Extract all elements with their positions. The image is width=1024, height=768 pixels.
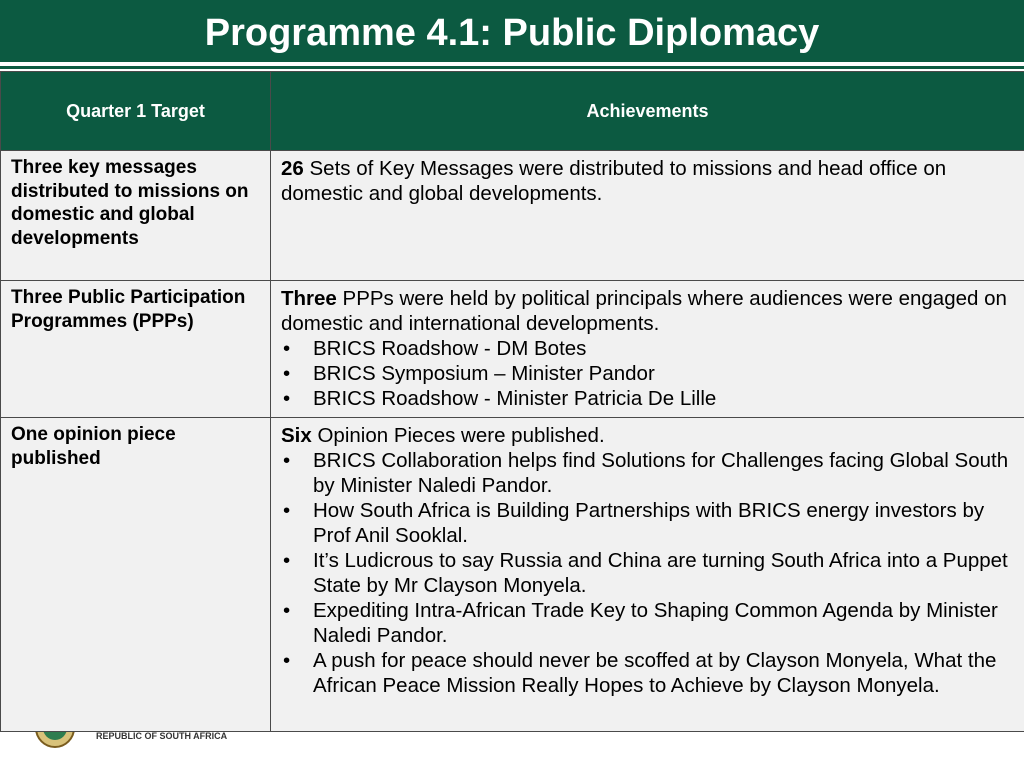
achievement-cell bbox=[271, 281, 1024, 418]
achievement-text: PPPs were held by political principals where audiences were engaged on domestic and international developments. bbox=[281, 287, 1007, 335]
footer-country-text: REPUBLIC OF SOUTH AFRICA bbox=[96, 731, 228, 741]
title-bar bbox=[0, 0, 1024, 62]
achievement-cell bbox=[271, 418, 1024, 732]
achievement-count: Six bbox=[281, 424, 312, 447]
target-cell: Three key messages distributed to missions on domestic and global developments bbox=[1, 151, 271, 281]
list-item: • BRICS Roadshow - Minister Patricia De Lille bbox=[281, 386, 1014, 411]
achievement-text: Sets of Key Messages were distributed to missions and head office on domestic and global developments. bbox=[281, 157, 947, 205]
table-row bbox=[1, 418, 1024, 732]
programme-table bbox=[0, 71, 1024, 732]
slide-title: Programme 4.1: Public Diplomacy bbox=[204, 12, 820, 54]
list-item: • It’s Ludicrous to say Russia and China are turning South Africa into a Puppet State by Mr Clayson Monyela. bbox=[281, 548, 1014, 598]
achievement-count: Three bbox=[281, 287, 337, 310]
achievement-bullet-list bbox=[281, 448, 1014, 698]
achievement-bullet-list bbox=[281, 336, 1014, 411]
header-quarter-target: Quarter 1 Target bbox=[1, 72, 271, 151]
list-item: • Expediting Intra-African Trade Key to Shaping Common Agenda by Minister Naledi Pandor. bbox=[281, 598, 1014, 648]
achievement-count: 26 bbox=[281, 157, 304, 180]
list-item: • BRICS Roadshow - DM Botes bbox=[281, 336, 1014, 361]
achievement-cell bbox=[271, 151, 1024, 281]
list-item: • A push for peace should never be scoffed at by Clayson Monyela, What the African Peace Mission Really Hopes to Achieve by Clayson Monyela. bbox=[281, 648, 1014, 698]
title-divider bbox=[0, 66, 1024, 69]
list-item: • BRICS Collaboration helps find Solutions for Challenges facing Global South by Minister Naledi Pandor. bbox=[281, 448, 1014, 498]
table-row bbox=[1, 281, 1024, 418]
list-item: • BRICS Symposium – Minister Pandor bbox=[281, 361, 1014, 386]
list-item: • How South Africa is Building Partnerships with BRICS energy investors by Prof Anil Sooklal. bbox=[281, 498, 1014, 548]
target-cell: One opinion piece published bbox=[1, 418, 271, 732]
table-header-row bbox=[1, 72, 1024, 151]
header-achievements: Achievements bbox=[271, 72, 1024, 151]
achievement-text: Opinion Pieces were published. bbox=[311, 424, 605, 447]
table-row bbox=[1, 151, 1024, 281]
target-cell: Three Public Participation Programmes (PPPs) bbox=[1, 281, 271, 418]
